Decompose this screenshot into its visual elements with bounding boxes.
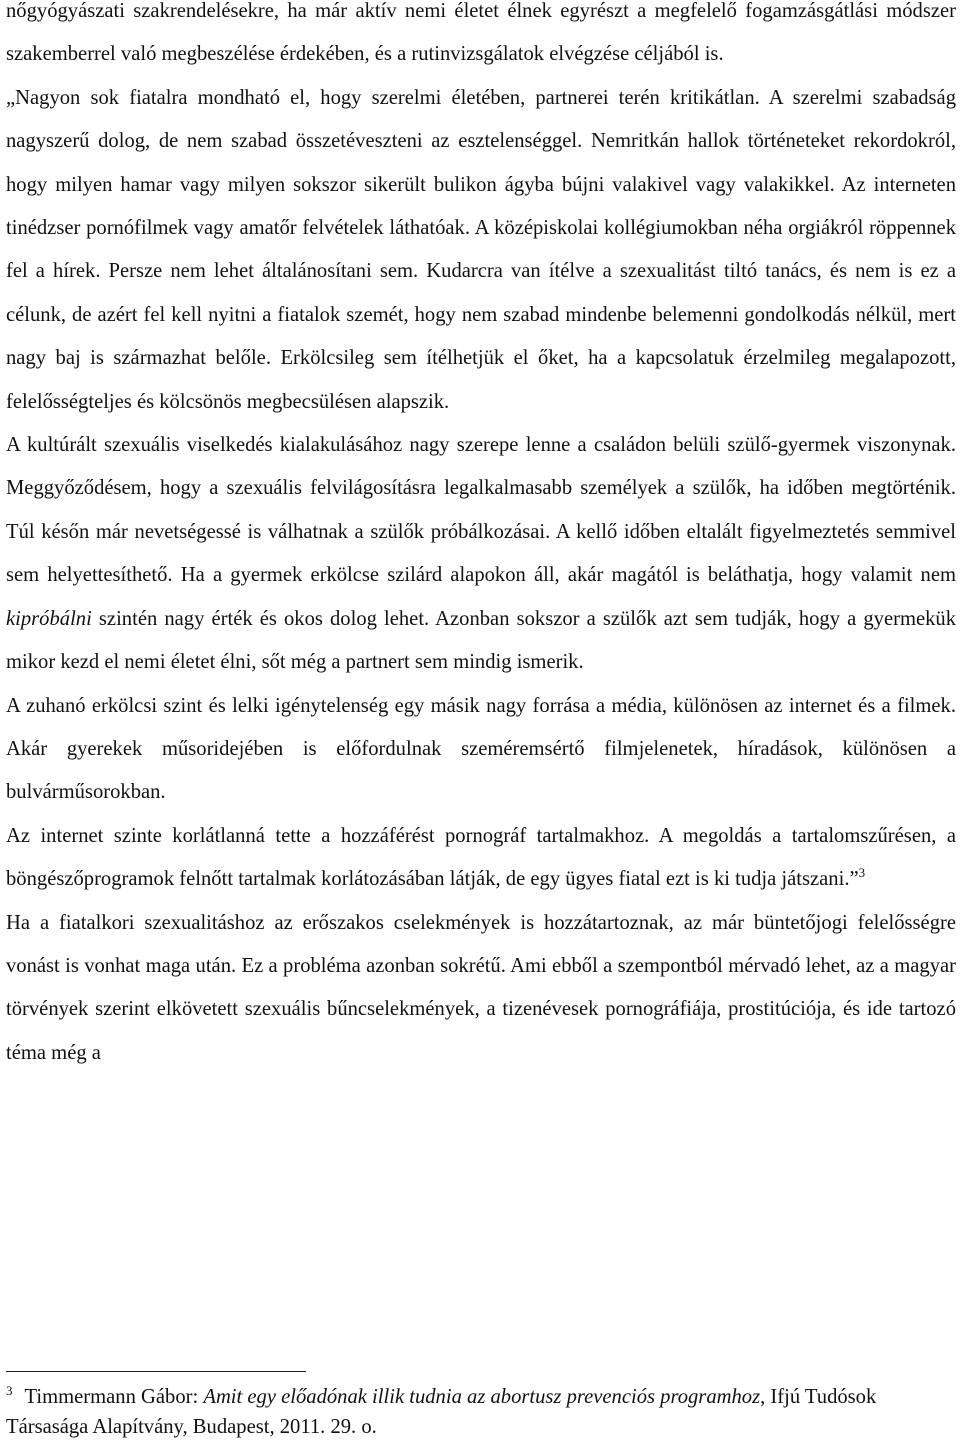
paragraph-2: „Nagyon sok fiatalra mondható el, hogy szerelmi életében, partnerei terén kritikátlan. A szerelmi szabadság nagyszerű dolog, de nem szabad összetéveszteni az esztelenséggel. Nemritkán hallok történeteket rekordokról, hogy milyen hamar vagy milyen sokszor sikerült bulikon ágyba bújni valakivel vagy valakikkel. Az interneten tinédzser pornófilmek vagy amatőr felvételek láthatóak. A középiskolai kollégiumokban néha orgiákról röppennek fel a hírek. Persze nem lehet általánosítani sem. Kudarcra van ítélve a szexualitást tiltó tanács, és nem is ez a célunk, de azért fel kell nyitni a fiatalok szemét, hogy nem szabad mindenbe belemenni gondolkodás nélkül, mert nagy baj is származhat belőle. Erkölcsileg sem ítélhetjük el őket, ha a kapcsolatuk érzelmileg megalapozott, felelősségteljes és kölcsönös megbecsülésen alapszik. bbox=[6, 86, 956, 413]
paragraph-4: A zuhanó erkölcsi szint és lelki igénytelenség egy másik nagy forrása a média, különösen az internet és a filmek. Akár gyerekek műsoridejében is előfordulnak szeméremsértő filmjelenetek, híradások, különösen a bulvárműsorokban. bbox=[6, 694, 956, 804]
footnote bbox=[6, 1382, 956, 1442]
paragraph-5 bbox=[6, 815, 956, 902]
paragraph-3-text-b: szintén nagy érték és okos dolog lehet. Azonban sokszor a szülők azt sem tudják, hogy a gyermekük mikor kezd el nemi életet élni, sőt még a partnert sem mindig ismerik. bbox=[6, 607, 956, 674]
paragraph-3-italic: kipróbálni bbox=[6, 607, 92, 630]
paragraph-3-text-a: A kultúrált szexuális viselkedés kialakulásához nagy szerepe lenne a családon belüli szülő-gyermek viszonynak. Meggyőződésem, hogy a szexuális felvilágosításra legalkalmasabb személyek a szülők, ha időben megtörténik. Túl későn már nevetségessé is válhatnak a szülők próbálkozásai. A kellő időben eltalált figyelmeztetés semmivel sem helyettesíthető. Ha a gyermek erkölcse szilárd alapokon áll, akár magától is beláthatja, hogy valamit nem bbox=[6, 434, 956, 587]
footnote-reference[interactable]: 3 bbox=[858, 865, 866, 881]
footnote-number: 3 bbox=[6, 1383, 13, 1399]
footnote-author: Timmermann Gábor: bbox=[24, 1386, 204, 1408]
footnote-divider bbox=[6, 1371, 306, 1372]
paragraph-3 bbox=[6, 424, 956, 684]
paragraph-5-text: Az internet szinte korlátlanná tette a hozzáférést pornográf tartalmakhoz. A megoldás a tartalomszűrésen, a böngészőprogramok felnőtt tartalmak korlátozásában látják, de egy ügyes fiatal ezt is ki tudja játszani.” bbox=[6, 824, 956, 891]
document-page bbox=[6, 0, 956, 1075]
paragraph-1: nőgyógyászati szakrendelésekre, ha már aktív nemi életet élnek egyrészt a megfelelő fogamzásgátlási módszer szakemberrel való megbeszélése érdekében, és a rutinvizsgálatok elvégzése céljából is. bbox=[6, 0, 956, 66]
paragraph-6: Ha a fiatalkori szexualitáshoz az erőszakos cselekmények is hozzátartoznak, az már büntetőjogi felelősségre vonást is vonhat maga után. Ez a probléma azonban sokrétű. Ami ebből a szempontból mérvadó lehet, az a magyar törvények szerint elkövetett szexuális bűncselekmények, a tizenévesek pornográfiája, prostitúciója, és ide tartozó téma még a bbox=[6, 911, 956, 1064]
footnote-details: , Ifjú Tudósok Társasága Alapítvány, Budapest, 2011. 29. o. bbox=[6, 1386, 877, 1438]
footnote-title: Amit egy előadónak illik tudnia az abortusz prevenciós programhoz bbox=[203, 1386, 761, 1408]
